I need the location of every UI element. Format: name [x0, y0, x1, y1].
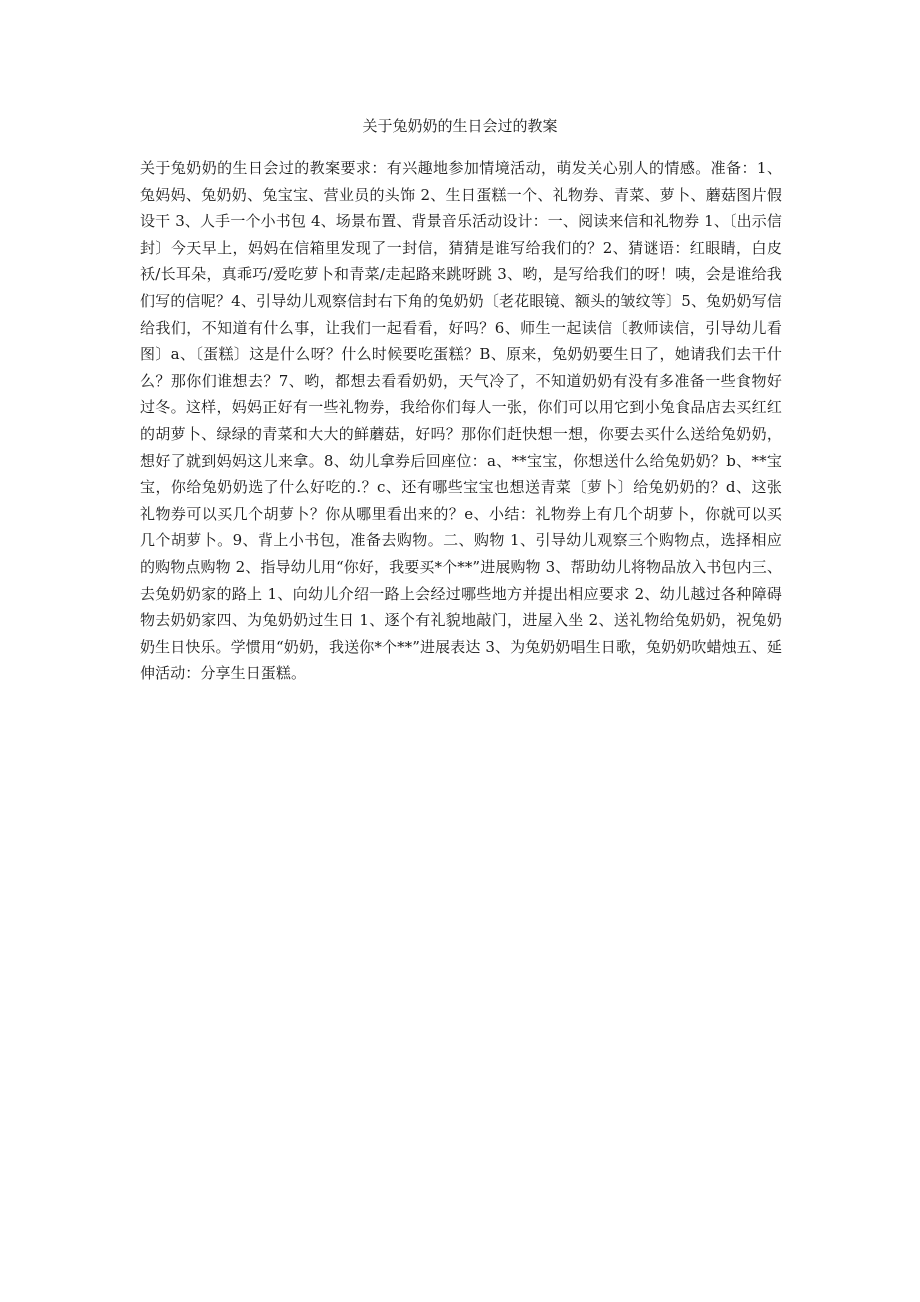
document-title: 关于兔奶奶的生日会过的教案 [362, 117, 558, 135]
document-body: 关于兔奶奶的生日会过的教案要求：有兴趣地参加情境活动，萌发关心别人的情感。准备：1、兔妈妈、兔奶奶、兔宝宝、营业员的头饰 2、生日蛋糕一个、礼物券、青菜、萝卜、蘑菇图片假设干 3、人手一个小书包 4、场景布置、背景音乐活动设计：一、阅读来信和礼物券 1、〔出示信封〕今天早上，妈妈在信箱里发现了一封信，猜猜是谁写给我们的？2、猜谜语：红眼睛，白皮袄/长耳朵，真乖巧/爱吃萝卜和青菜/走起路来跳呀跳 3、哟，是写给我们的呀！咦，会是谁给我们写的信呢？4、引导幼儿观察信封右下角的兔奶奶〔老花眼镜、额头的皱纹等〕5、兔奶奶写信给我们，不知道有什么事，让我们一起看看，好吗？6、师生一起读信〔教师读信，引导幼儿看图〕a、〔蛋糕〕这是什么呀？什么时候要吃蛋糕？B、原来，兔奶奶要生日了，她请我们去干什么？那你们谁想去？7、哟，都想去看看奶奶，天气冷了，不知道奶奶有没有多准备一些食物好过冬。这样，妈妈正好有一些礼物券，我给你们每人一张，你们可以用它到小兔食品店去买红红的胡萝卜、绿绿的青菜和大大的鲜蘑菇，好吗？那你们赶快想一想，你要去买什么送给兔奶奶，想好了就到妈妈这儿来拿。8、幼儿拿券后回座位：a、**宝宝，你想送什么给兔奶奶？b、**宝宝，你给兔奶奶选了什么好吃的.？c、还有哪些宝宝也想送青菜〔萝卜〕给兔奶奶的？d、这张礼物券可以买几个胡萝卜？你从哪里看出来的？e、小结：礼物券上有几个胡萝卜，你就可以买几个胡萝卜。9、背上小书包，准备去购物。二、购物 1、引导幼儿观察三个购物点，选择相应的购物点购物 2、指导幼儿用“你好，我要买*个**”进展购物 3、帮助幼儿将物品放入书包内三、去兔奶奶家的路上 1、向幼儿介绍一路上会经过哪些地方并提出相应要求 2、幼儿越过各种障碍物去奶奶家四、为兔奶奶过生日 1、逐个有礼貌地敲门，进屋入坐 2、送礼物给兔奶奶，祝兔奶奶生日快乐。学惯用“奶奶，我送你*个**”进展表达 3、为兔奶奶唱生日歌，兔奶奶吹蜡烛五、延伸活动：分享生日蛋糕。 [140, 159, 782, 683]
